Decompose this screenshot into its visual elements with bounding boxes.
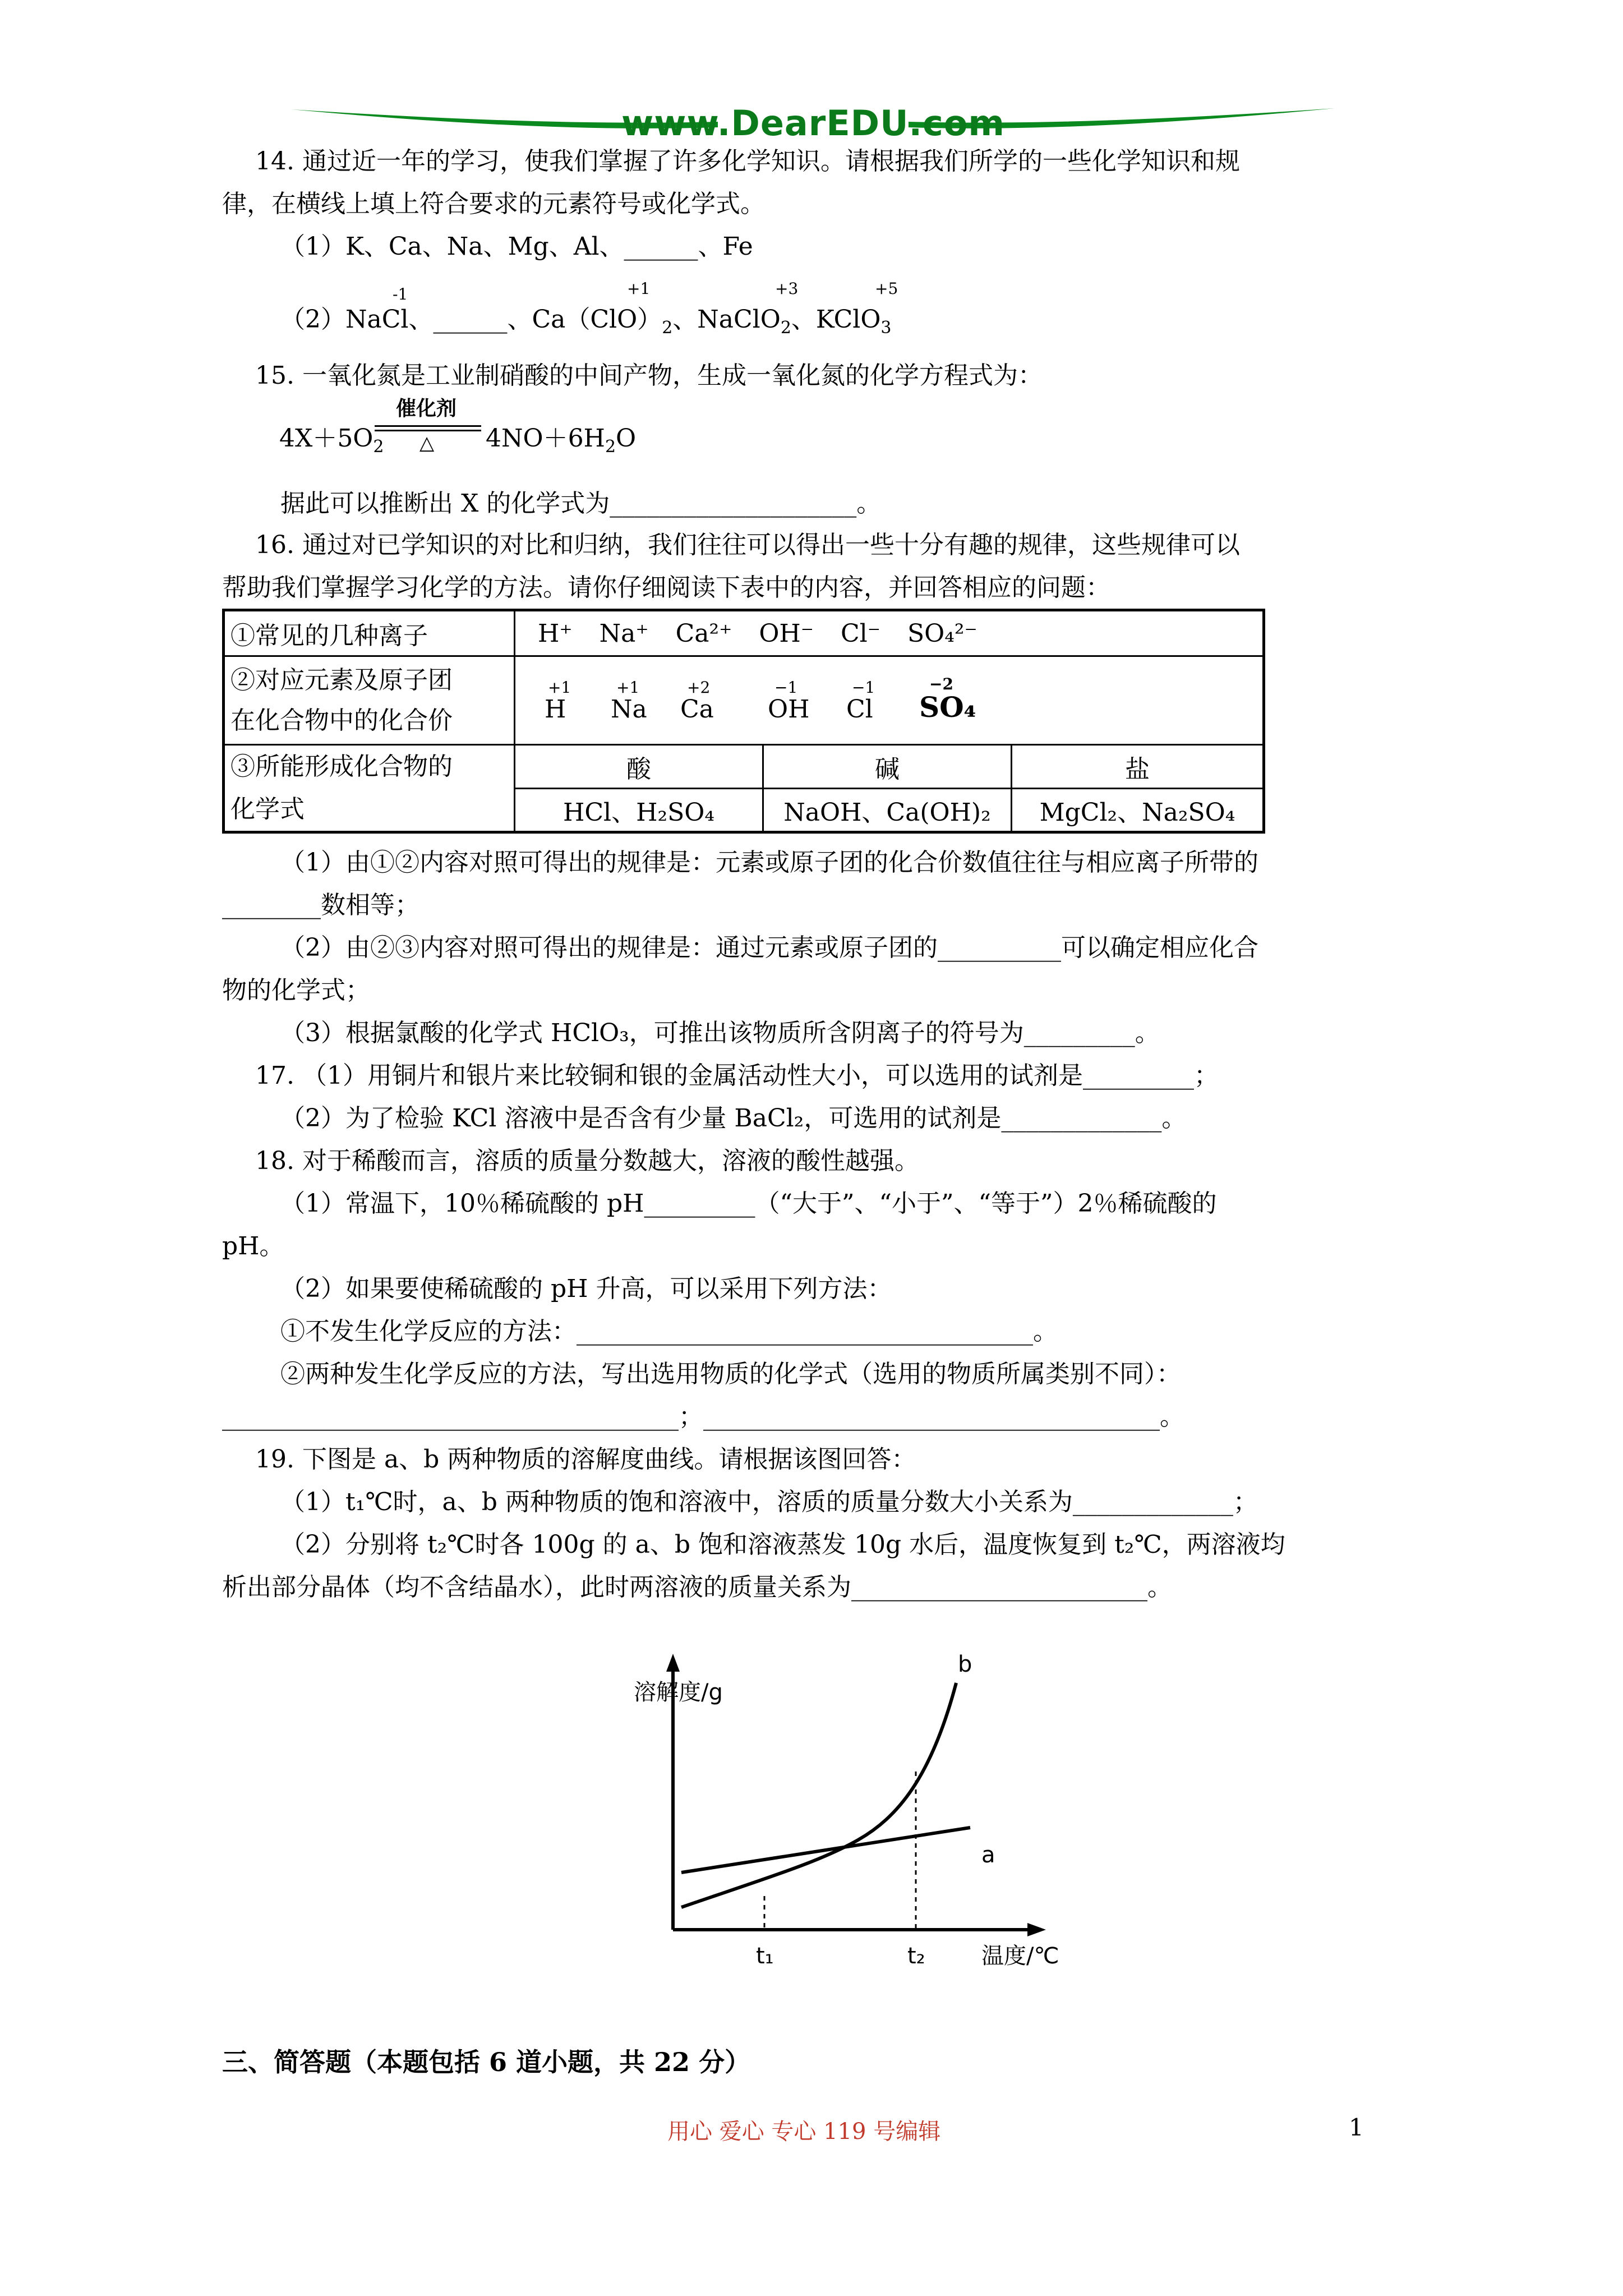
- q17-line2: （2）为了检验 KCl 溶液中是否含有少量 BaCl₂，可选用的试剂是_____________。: [280, 1104, 1187, 1133]
- chart-y-arrow-icon: [666, 1654, 680, 1672]
- site-header-text[interactable]: www.DearEDU.com: [621, 103, 1005, 144]
- table-row3-label: ③所能形成化合物的 化学式: [224, 745, 515, 832]
- chart-series-b-label: b: [958, 1651, 972, 1677]
- q16-answer1-line1: （1）由①②内容对照可得出的规律是：元素或原子团的化合价数值往往与相应离子所带的: [280, 848, 1258, 877]
- q15-equation-right: $4NO+6H_2O$: [486, 424, 637, 457]
- q16-answer1-line2: ________数相等；: [222, 891, 419, 919]
- q18-line3: pH。: [222, 1232, 284, 1260]
- q16-answer2-line2: 物的化学式；: [222, 976, 370, 1005]
- chart-series-a-label: a: [981, 1842, 995, 1868]
- q19-line4: 析出部分晶体（均不含结晶水），此时两溶液的质量关系为________________________。: [222, 1573, 1172, 1602]
- table-acid-formulas: HCl、H₂SO₄: [515, 789, 763, 832]
- table-base-formulas: NaOH、Ca(OH)₂: [763, 789, 1012, 832]
- q15-reaction-arrow: [375, 393, 484, 454]
- q16-line1: 16. 通过对已学知识的对比和归纳，我们往往可以得出一些十分有趣的规律，这些规律可以: [255, 531, 1240, 559]
- chart-x-arrow-icon: [1027, 1923, 1046, 1936]
- q15-line1: 15. 一氧化氮是工业制硝酸的中间产物，生成一氧化氮的化学方程式为：: [255, 361, 1043, 390]
- chart-xtick-t1: t₁: [756, 1943, 774, 1969]
- q15-catalyst-label: 催化剂: [396, 397, 457, 420]
- table-row1-ions: H⁺ Na⁺ Ca²⁺ OH⁻ Cl⁻ SO₄²⁻: [515, 610, 1264, 656]
- q18-line6: ②两种发生化学反应的方法，写出选用物质的化学式（选用的物质所属类别不同）：: [280, 1360, 1181, 1388]
- q14-line2: 律，在横线上填上符合要求的元素符号或化学式。: [222, 190, 765, 218]
- q16-line2: 帮助我们掌握学习化学的方法。请你仔细阅读下表中的内容，并回答相应的问题：: [222, 573, 1110, 602]
- q14-part1: （1）K、Ca、Na、Mg、Al、______、Fe: [280, 232, 753, 261]
- chart-ylabel: 溶解度/g: [634, 1680, 723, 1705]
- q19-line1: 19. 下图是 a、b 两种物质的溶解度曲线。请根据该图回答：: [255, 1445, 916, 1474]
- table-row1-label: ①常见的几种离子: [224, 610, 515, 656]
- q16-answer2-line1: （2）由②③内容对照可得出的规律是：通过元素或原子团的__________可以确定相应化合: [280, 933, 1258, 962]
- table-col-base: 碱: [763, 745, 1012, 789]
- footer-text: 用心 爱心 专心 119 号编辑: [667, 2119, 941, 2145]
- q14-valence-clo: +1: [627, 279, 651, 298]
- q16-answer3: （3）根据氯酸的化学式 HClO₃，可推出该物质所含阴离子的符号为_________。: [280, 1019, 1160, 1047]
- q18-line2: （1）常温下，10％稀硫酸的 pH_________（“大于”、“小于”、“等于”）2％稀硫酸的: [280, 1189, 1217, 1218]
- q14-valence-cl: -1: [393, 285, 408, 303]
- chart-xtick-t2: t₂: [907, 1943, 925, 1969]
- site-header-banner: [292, 98, 1335, 149]
- q15-question: 据此可以推断出 X 的化学式为____________________。: [280, 489, 882, 518]
- solubility-curve-chart: [634, 1649, 1150, 2008]
- table-col-salt: 盐: [1012, 745, 1264, 789]
- q14-line1: 14. 通过近一年的学习，使我们掌握了许多化学知识。请根据我们所学的一些化学知识和规: [255, 147, 1240, 176]
- section3-heading: 三、简答题（本题包括 6 道小题，共 22 分）: [222, 2047, 751, 2077]
- page-number: 1: [1349, 2114, 1364, 2141]
- chart-xlabel: 温度/℃: [981, 1943, 1059, 1969]
- q18-line7: _____________________________________；_____________________________________。: [222, 1402, 1184, 1431]
- chart-series-a: [681, 1828, 970, 1872]
- q18-line4: （2）如果要使稀硫酸的 pH 升高，可以采用下列方法：: [280, 1274, 892, 1303]
- q19-line2: （1）t₁℃时，a、b 两种物质的饱和溶液中，溶质的质量分数大小关系为_____________；: [280, 1488, 1258, 1516]
- q15-equation-left: $4X+5O_2$: [279, 424, 384, 457]
- q19-line3: （2）分别将 t₂℃时各 100g 的 a、b 饱和溶液蒸发 10g 水后，温度恢复到 t₂℃，两溶液均: [280, 1530, 1285, 1559]
- q17-line1: 17. （1）用铜片和银片来比较铜和银的金属活动性大小，可以选用的试剂是_________；: [255, 1061, 1219, 1090]
- ion-valence-table: [222, 609, 1265, 834]
- table-row2-label: ②对应元素及原子团 在化合物中的化合价: [224, 656, 515, 745]
- q14-valence-clo3: +5: [875, 279, 898, 298]
- table-row2-valences: +1 +1 +2 −1 −1 −2 H Na Ca OH Cl SO₄: [515, 656, 1264, 745]
- q14-valence-clo2: +3: [775, 279, 799, 298]
- q18-line5: ①不发生化学反应的方法：_____________________________________。: [280, 1317, 1058, 1346]
- q18-line1: 18. 对于稀酸而言，溶质的质量分数越大，溶液的酸性越强。: [255, 1147, 919, 1175]
- table-col-acid: 酸: [515, 745, 763, 789]
- q15-heat-symbol: △: [419, 432, 435, 454]
- q14-part2: （2）NaCl、______、$Ca(ClO)_2$、NaClO$_2$、KClO$_3$: [280, 305, 892, 338]
- table-salt-formulas: MgCl₂、Na₂SO₄: [1012, 789, 1264, 832]
